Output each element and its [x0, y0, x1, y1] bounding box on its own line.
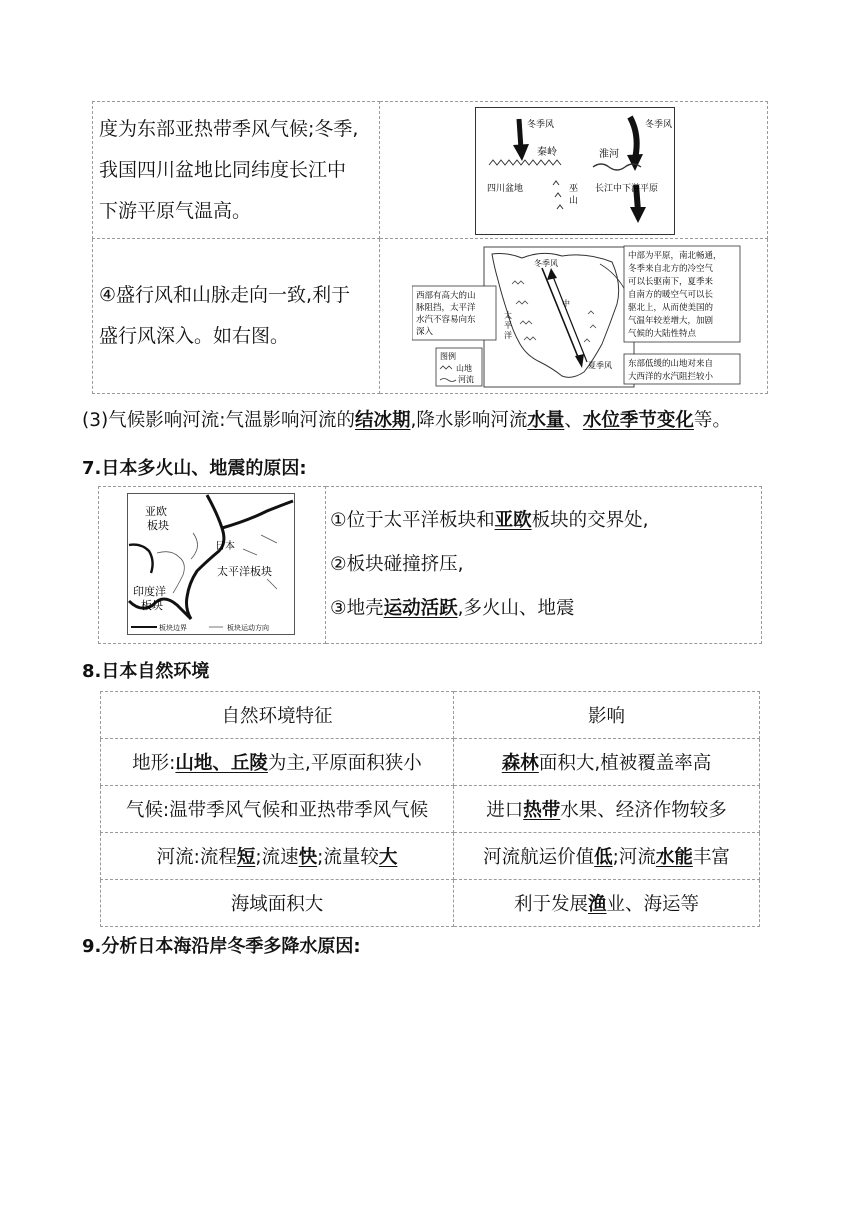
- row-top-text: [93, 102, 380, 239]
- text-line: 下游平原气温高。: [99, 199, 252, 222]
- wind-arrow-left: [519, 119, 521, 149]
- cell-text: ;河流: [612, 847, 656, 868]
- note-right-line: 驱北上，从而使美国的: [628, 303, 714, 313]
- note-left-line: 水汽不容易向东: [416, 315, 476, 325]
- legend-river: 河流: [458, 375, 474, 384]
- reason-text: 板块的交界处,: [531, 510, 649, 531]
- reason-text: ②板块碰撞挤压,: [330, 554, 464, 575]
- note-left-line: 深入: [416, 327, 434, 337]
- text-line: 我国四川盆地比同纬度长江中: [99, 158, 347, 181]
- eurasia-label-1: 亚欧: [145, 505, 167, 518]
- climate-factor-table: [92, 101, 768, 394]
- cell-text: ;流速: [255, 847, 299, 868]
- cell-text: 进口: [486, 800, 524, 821]
- cell-text: 气候:温带季风气候和亚热带季风气候: [125, 800, 429, 821]
- pacific-label-2: 平: [504, 321, 512, 330]
- note-right-line: 自南方的暖空气可以长: [628, 290, 714, 300]
- north-america-map: [412, 244, 742, 389]
- indian-label-2: 板块: [141, 599, 163, 612]
- section-9-heading: 9.分析日本海沿岸冬季多降水原因:: [82, 936, 361, 957]
- keyword: 低: [594, 847, 613, 868]
- item-3-prefix: (3)气候影响河流:气温影响河流的: [82, 410, 355, 431]
- keyword: 水能: [655, 847, 693, 868]
- cell-text: 利于发展: [513, 894, 588, 915]
- legend-motion: 板块运动方向: [227, 624, 269, 632]
- reason-item: [330, 543, 761, 587]
- keyword: 运动活跃: [383, 598, 458, 619]
- table-row: [101, 786, 760, 833]
- item-3-mid: ,降水影响河流: [410, 410, 528, 431]
- keyword: 山地、丘陵: [175, 753, 268, 774]
- table-cell: [454, 880, 760, 927]
- reasons-cell: [326, 487, 762, 644]
- note-left-line: 西部有高大的山: [416, 291, 476, 301]
- section-7-heading: 7.日本多火山、地震的原因:: [82, 458, 307, 479]
- zhong-label: 中: [562, 299, 570, 308]
- plate-map: [127, 493, 295, 635]
- qinling-label: 秦岭: [537, 147, 557, 158]
- cell-text: 水果、经济作物较多: [560, 800, 727, 821]
- huaihe-label: 淮河: [599, 149, 619, 160]
- row-bottom-figure: [380, 239, 768, 394]
- table-cell: [101, 833, 454, 880]
- japan-environment-table: [100, 691, 760, 927]
- keyword: 森林: [501, 753, 539, 774]
- table-header: 自然环境特征: [101, 692, 454, 739]
- keyword: 短: [236, 847, 256, 868]
- reason-item: [330, 499, 761, 543]
- table-row: [101, 833, 760, 880]
- keyword: 水位季节变化: [582, 410, 694, 431]
- table-row: [101, 739, 760, 786]
- table-cell: [101, 786, 454, 833]
- keyword: 快: [298, 847, 318, 868]
- cell-text: 河流航运价值: [483, 847, 595, 868]
- wind-label-right: 冬季风: [645, 120, 673, 130]
- reason-text: ①位于太平洋板块和: [330, 510, 495, 531]
- text-line: ④盛行风和山脉走向一致,利于: [99, 284, 351, 306]
- pacific-label-3: 洋: [504, 331, 512, 340]
- keyword: 亚欧: [494, 510, 532, 531]
- winter-wind-label: 冬季风: [534, 259, 558, 268]
- cell-text: 海域面积大: [230, 894, 324, 915]
- item-3-suffix: 等。: [693, 410, 731, 431]
- winter-monsoon-diagram: [475, 107, 675, 235]
- table-cell: [454, 739, 760, 786]
- note-bottom-line: 东部低缓的山地对来自: [628, 359, 714, 369]
- japan-label: 日本: [215, 541, 235, 552]
- item-3-river: [82, 407, 731, 435]
- table-row: [101, 880, 760, 927]
- cell-text: 面积大,植被覆盖率高: [538, 753, 712, 774]
- summer-wind-label: 夏季风: [588, 361, 612, 370]
- legend-mountain: 山地: [456, 364, 472, 373]
- reason-item: [330, 587, 761, 631]
- wind-label-left: 冬季风: [527, 120, 555, 130]
- reason-text: ③地壳: [330, 598, 384, 619]
- legend-title: 图例: [440, 352, 456, 361]
- cell-text: 河流:流程: [156, 847, 237, 868]
- eurasia-label-2: 板块: [147, 519, 169, 532]
- cell-text: 地形:: [132, 753, 176, 774]
- indian-label-1: 印度洋: [133, 585, 166, 598]
- pacific-label-1: 太: [504, 311, 512, 320]
- note-right-line: 气候的大陆性特点: [628, 329, 697, 339]
- note-left-line: 脉阻挡，太平洋: [416, 303, 476, 313]
- row-bottom-text: [93, 239, 380, 394]
- table-cell: [101, 739, 454, 786]
- keyword: 热带: [523, 800, 561, 821]
- reason-text: ,多火山、地震: [457, 598, 575, 619]
- text-line: 盛行风深入。如右图。: [99, 325, 290, 347]
- row-top-figure: [380, 102, 768, 239]
- note-right-line: 可以长驱南下，夏季来: [628, 277, 714, 287]
- note-right-line: 气温年较差增大，加剧: [628, 316, 714, 326]
- item-3-sep: 、: [564, 410, 583, 431]
- keyword: 水量: [527, 410, 565, 431]
- text-line: 度为东部亚热带季风气候;冬季,: [99, 117, 359, 140]
- section-8-heading: 8.日本自然环境: [82, 661, 210, 682]
- changjiang-label: 长江中下游平原: [595, 184, 659, 194]
- keyword: 渔: [587, 894, 607, 915]
- wushan-label-2: 山: [569, 196, 579, 206]
- cell-text: ;流量较: [317, 847, 379, 868]
- table-cell: [101, 880, 454, 927]
- note-right-line: 中部为平原，南北畅通，: [628, 251, 722, 261]
- cell-text: 丰富: [692, 847, 730, 868]
- keyword: 大: [378, 847, 398, 868]
- note-right-line: 冬季来自北方的冷空气: [628, 264, 714, 274]
- cell-text: 为主,平原面积狭小: [267, 753, 422, 774]
- legend-boundary: 板块边界: [159, 624, 187, 632]
- keyword: 结冰期: [354, 410, 411, 431]
- table-cell: [454, 833, 760, 880]
- cell-text: 业、海运等: [606, 894, 700, 915]
- wushan-label-1: 巫: [569, 184, 579, 194]
- plate-map-cell: [99, 487, 326, 644]
- japan-volcano-table: [98, 486, 762, 644]
- pacific-plate-label: 太平洋板块: [217, 565, 272, 578]
- sichuan-label: 四川盆地: [487, 184, 524, 194]
- table-cell: [454, 786, 760, 833]
- table-header: 影响: [454, 692, 760, 739]
- note-bottom-line: 大西洋的水汽阻拦较小: [628, 372, 714, 382]
